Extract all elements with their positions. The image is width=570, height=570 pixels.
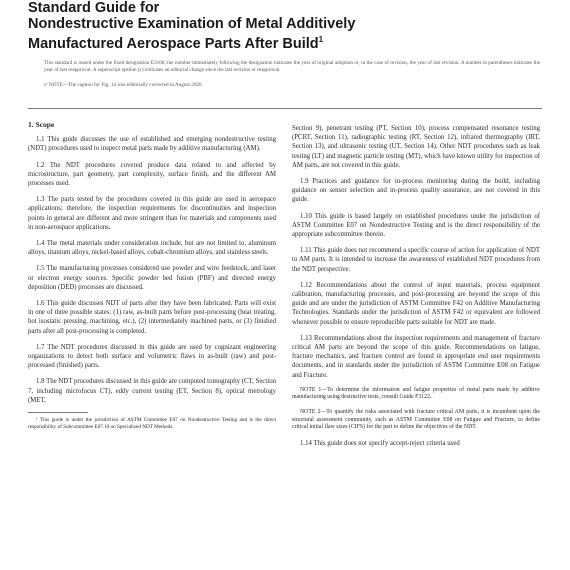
title-line-1: Standard Guide for xyxy=(28,0,160,16)
editorial-note: ε¹ NOTE—The caption for Fig. 14 was editorially corrected in August 2020. xyxy=(44,82,203,88)
paragraph-1-3: 1.3 The parts tested by the procedures covered in this guide are used in aerospace applications; therefore, the inspection requirements for discontinuities and inspection points in general are different and more stringent than for materials and components used in non-aerospace applications. xyxy=(28,196,276,231)
title-line-3-text: Manufactured Aerospace Parts After Build xyxy=(28,35,319,52)
footnote-divider xyxy=(28,412,88,413)
paragraph-1-13: 1.13 Recommendations about the inspection requirements and management of fracture critical AM parts are beyond the scope of this guide. Recommendations on fatigue, fracture mechanics, and fracture control are found in appropriate end user requirements documents, and in standards under the jurisdiction of ASTM Committee E08 on Fatigue and Fracture. xyxy=(292,334,540,379)
footnote-1: ¹ This guide is under the jurisdiction of ASTM Committee E07 on Nondestructive Testing and is the direct responsibility of Subcommittee E07.10 on Specialized NDT Methods. xyxy=(28,417,276,430)
designation-note: This standard is issued under the fixed designation E3166; the number immediately following the designation indicates the year of original adoption or, in the case of revision, the year of last revision. A number in parentheses indicates the year of last reapproval. A superscript epsilon (ε) indicates an editorial change since the last revision or reapproval. xyxy=(44,60,540,73)
note-1: NOTE 1—To determine the information and fatigue properties of metal parts made by additive manufacturing using destructive tests, consult Guide F3122. xyxy=(292,386,540,401)
paragraph-1-11: 1.11 This guide does not recommend a specific course of action for application of NDT to AM parts. It is intended to increase the awareness of established NDT procedures from the NDT perspective. xyxy=(292,247,540,273)
paragraph-1-5: 1.5 The manufacturing processes considered use powder and wire feedstock, and laser or electron energy sources. Specific powder bed fusion (PBF) and directed energy deposition (DED) processes are discussed. xyxy=(28,265,276,291)
paragraph-1-8: 1.8 The NDT procedures discussed in this guide are computed tomography (CT, Section 7, including microfocus CT), eddy current testing (ET, Section 8), optical metrology (MET, xyxy=(28,378,276,404)
title-line-3 xyxy=(28,32,498,52)
paragraph-1-14: 1.14 This guide does not specify accept-reject criteria used xyxy=(300,439,460,447)
paragraph-1-8-cont: Section 9), penetrant testing (PT, Section 10), process compensated resonance testing (PCRT, Section 11), radiographic testing (RT, Section 12), infrared thermography (IRT, Section 13), and ultrasonic testing (UT, Section 14). Other NDT procedures such as leak testing (LT) and magnetic particle testing (MT), which have known utility for inspection of AM parts, are not covered in this guide. xyxy=(292,125,540,169)
paragraph-1-4: 1.4 The metal materials under consideration include, but are not limited to, aluminum alloys, titanium alloys, nickel-based alloys, cobalt-chromium alloys, and stainless steels. xyxy=(28,240,276,257)
scope-heading: 1. Scope xyxy=(28,120,55,129)
title-footnote-mark: 1 xyxy=(318,35,324,44)
left-column xyxy=(28,118,276,438)
paragraph-1-1: 1.1 This guide discusses the use of established and emerging nondestructive testing (NDT) procedures used to inspect metal parts made by additive manufacturing (AM). xyxy=(28,136,276,153)
paragraph-1-9: 1.9 Practices and guidance for in-process monitoring during the build, including guidance on sensor selection and in-process quality assurance, are not covered in this guide. xyxy=(292,178,540,204)
title-line-2: Nondestructive Examination of Metal Additively xyxy=(28,16,356,32)
paragraph-1-10: 1.10 This guide is based largely on established procedures under the jurisdiction of ASTM Committee E07 on Nondestructive Testing and is the direct responsibility of the appropriate subcommittee therein. xyxy=(292,212,540,239)
document-title xyxy=(28,0,498,52)
paragraph-1-7: 1.7 The NDT procedures discussed in this guide are used by cognizant engineering organizations to detect both surface and volumetric flaws in as-built (raw) and post-processed (finished) parts. xyxy=(28,343,276,370)
paragraph-1-2: 1.2 The NDT procedures covered produce data related to and affected by microstructure, part geometry, part complexity, surface finish, and the different AM processes used. xyxy=(28,161,276,188)
note-2: NOTE 2—To quantify the risks associated with fracture critical AM parts, it is incumbent upon the structural assessment community, such as ASTM Committee E08 on Fatigue and Fracture, to define critical initial flaw sizes (CIFS) for the part to define the objectives of the NDT. xyxy=(292,409,540,431)
paragraph-1-6: 1.6 This guide discusses NDT of parts after they have been fabricated. Parts will exist in one of three possible states: (1) raw, as-built parts before post-processing (heat treating, hot isostatic pressing, machining, etc.), (2) intermediately machined parts, or (3) finished parts after all post-processing is completed. xyxy=(28,300,276,335)
paragraph-1-12: 1.12 Recommendations about the control of input materials, process equipment calibration, manufacturing processes, and post-processing are beyond the scope of this guide and are under the jurisdiction of ASTM Committee F42 on Additive Manufacturing Technologies. Standards under the jurisdiction of ASTM F42 or equivalent are followed whenever possible to ensure reproducible parts suitable for NDT are made. xyxy=(292,281,540,326)
header-divider xyxy=(28,108,542,109)
right-column xyxy=(292,124,540,455)
